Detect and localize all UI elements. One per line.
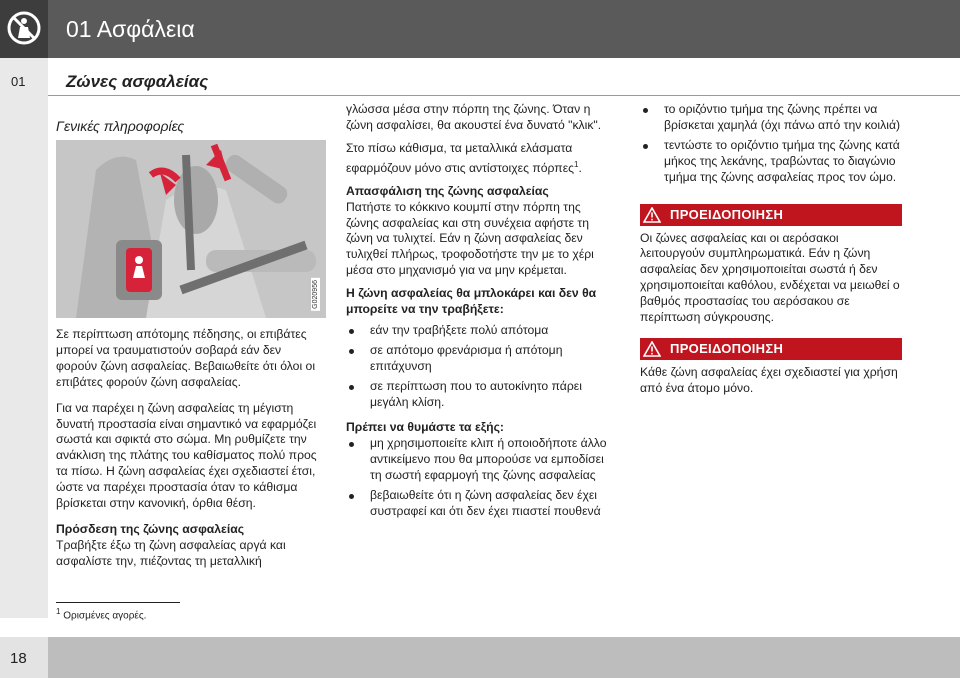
warning-text: Κάθε ζώνη ασφαλείας έχει σχεδιαστεί για χρήση από ένα άτομο μόνο. [640, 364, 898, 395]
page-number: 18 [10, 650, 27, 667]
header-icon-box [0, 0, 48, 58]
warning-icon [640, 204, 664, 226]
footer-bar [48, 637, 960, 678]
no-seatbelt-icon [0, 0, 48, 58]
warning-label: ΠΡΟΕΙΔΟΠΟΙΗΣΗ [670, 341, 784, 357]
paragraph: Σε περίπτωση απότομης πέδησης, οι επιβάτες μπορεί να τραυματιστούν σοβαρά εάν δεν φορούν ζώνη ασφαλείας. Βεβαιωθείτε ότι όλοι οι επιβάτες φορούν ζώνη ασφαλείας. [56, 327, 316, 389]
section-title: Ζώνες ασφαλείας [66, 72, 209, 91]
remember-list [346, 436, 616, 520]
paragraph-text: Στο πίσω κάθισμα, τα μεταλλικά ελάσματα εφαρμόζουν μόνο στις αντίστοιχες πόρπες [346, 140, 575, 175]
footnote-ref: 1 [574, 159, 579, 169]
list-item: το οριζόντιο τμήμα της ζώνης πρέπει να βρίσκεται χαμηλά (όχι πάνω από την κοιλιά) [640, 102, 902, 134]
subheading-remember: Πρέπει να θυμάστε τα εξής: [346, 420, 504, 435]
warning-icon [640, 338, 664, 360]
subheading-fasten: Πρόσδεση της ζώνης ασφαλείας [56, 521, 245, 536]
lock-list [346, 323, 616, 411]
list-item: σε περίπτωση που το αυτοκίνητο πάρει μεγάλη κλίση. [346, 379, 616, 411]
footnote-number: 1 [56, 607, 61, 616]
list-item: σε απότομο φρενάρισμα ή απότομη επιτάχυνση [346, 343, 616, 375]
paragraph: Για να παρέχει η ζώνη ασφαλείας τη μέγιστη δυνατή προστασία είναι σημαντικό να εφαρμόζει σωστά και σφικτά στο σώμα. Μη ρυθμίζετε την ανάκλιση της πλάτης του καθίσματος πολύ προς τα πίσω. Η ζώνη ασφαλείας έχει σχεδιαστεί έτσι, ώστε να παρέχει προστασία όταν το κάθισμα βρίσκεται στην κανονική, όρθια θέση. [56, 400, 317, 511]
warning-text: Οι ζώνες ασφαλείας και οι αερόσακοι λειτουργούν συμπληρωματικά. Εάν η ζώνη ασφαλείας δεν χρησιμοποιείται σωστά ή δεν χρησιμοποιείται καθόλου, ενδέχεται να μειωθεί ο βαθμός προστασίας του αερόσακου σε περίπτωση σύγκρουσης. [640, 230, 900, 325]
column-2 [346, 102, 616, 524]
warning-header [640, 204, 902, 226]
paragraph [346, 141, 616, 177]
column-1 [56, 327, 324, 570]
seat-figure [56, 140, 326, 318]
subheading-lock: Η ζώνη ασφαλείας θα μπλοκάρει και δεν θα μπορείτε να την τραβήξετε: [346, 286, 597, 317]
column-3 [640, 102, 902, 397]
belt-fit-list [640, 102, 902, 186]
section-divider [48, 95, 960, 96]
footnote-rule [56, 602, 180, 603]
list-item: βεβαιωθείτε ότι η ζώνη ασφαλείας δεν έχει συστραφεί και ότι δεν έχει πιαστεί πουθενά [346, 488, 616, 520]
list-item: εάν την τραβήξετε πολύ απότομα [346, 323, 616, 339]
figure-code: G020956 [312, 280, 319, 309]
seatbelt-illustration [56, 140, 326, 318]
chapter-tab [0, 58, 48, 618]
paragraph: γλώσσα μέσα στην πόρπη της ζώνης. Όταν η ζώνη ασφαλίσει, θα ακουστεί ένα δυνατό "κλικ". [346, 102, 602, 132]
list-item: μη χρησιμοποιείτε κλιπ ή οποιοδήποτε άλλο αντικείμενο που θα μπορούσε να εμποδίσει τη σωστή εφαρμογή της ζώνης ασφαλείας [346, 436, 616, 484]
paragraph: Πατήστε το κόκκινο κουμπί στην πόρπη της ζώνης ασφαλείας και στη συνέχεια αφήστε τη ζώνη να τυλιχτεί. Εάν η ζώνη ασφαλείας δεν τυλιχθεί πλήρως, τροφοδοτήστε την με το χέρι μέσα στο μηχανισμό για να μην κρέμεται. [346, 199, 594, 278]
warning-header [640, 338, 902, 360]
chapter-number: 01 [11, 74, 26, 89]
paragraph: Τραβήξτε έξω τη ζώνη ασφαλείας αργά και ασφαλίστε την, πιέζοντας τη μεταλλική [56, 537, 286, 568]
list-item: τεντώστε το οριζόντιο τμήμα της ζώνης κατά μήκος της λεκάνης, τραβώντας το διαγώνιο τμήμα της ζώνης ασφαλείας προς τον ώμο. [640, 138, 902, 186]
paragraph-end: . [578, 160, 582, 175]
footnote-text: Ορισμένες αγορές. [63, 610, 147, 622]
subheading-release: Απασφάλιση της ζώνης ασφαλείας [346, 183, 549, 198]
warning-label: ΠΡΟΕΙΔΟΠΟΙΗΣΗ [670, 207, 784, 223]
footnote [56, 607, 146, 621]
page-title: 01 Ασφάλεια [66, 16, 195, 42]
general-heading: Γενικές πληροφορίες [56, 118, 185, 134]
